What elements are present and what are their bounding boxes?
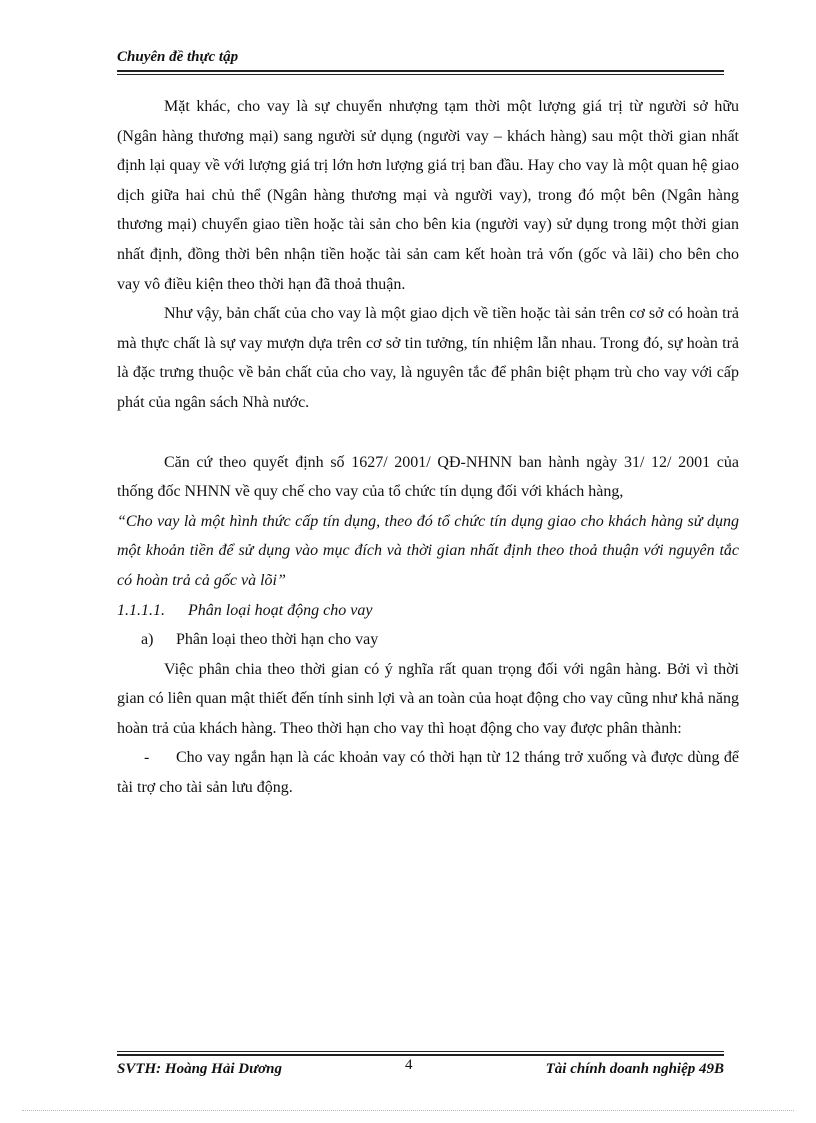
page-number: 4 (405, 1057, 413, 1073)
footer-rule-top (117, 1051, 724, 1052)
header-rule-bottom (117, 74, 724, 75)
paragraph-classification: Việc phân chia theo thời gian có ý nghĩa rất quan trọng đối với ngân hàng. Bởi vì thời gian có liên quan mật thiết đến tính sinh lợi và an toàn của hoạt động cho vay cũng như khả năng hoàn trả của khách hàng. Theo thời hạn cho vay thì hoạt động cho vay được phân thành: (117, 660, 739, 737)
bullet-short-term-loan (117, 743, 739, 802)
paragraph-definition: Mặt khác, cho vay là sự chuyển nhượng tạm thời một lượng giá trị từ người sở hữu (Ngân hàng thương mại) sang người sử dụng (người vay – khách hàng) sau một thời gian nhất định lại quay về với lượng giá trị lớn hơn lượng giá trị ban đầu. Hay cho vay là một quan hệ giao dịch giữa hai chủ thể (Ngân hàng thương mại và người vay), trong đó một bên (Ngân hàng thương mại) chuyển giao tiền hoặc tài sản cho bên kia (người vay) sử dụng trong một thời gian nhất định, đồng thời bên nhận tiền hoặc tài sản cam kết hoàn trả vốn (gốc và lãi) cho bên cho vay vô điều kiện theo thời hạn đã thoả thuận. (117, 98, 739, 293)
section-number: 1.1.1.1. (117, 601, 165, 619)
paragraph-nature: Như vậy, bản chất của cho vay là một giao dịch về tiền hoặc tài sản trên cơ sở có hoàn trả mà thực chất là sự vay mượn dựa trên cơ sở tin tưởng, tín nhiệm lẫn nhau. Trong đó, sự hoàn trả là đặc trưng thuộc về bản chất của cho vay, là nguyên tắc để phân biệt phạm trù cho vay với cấp phát của ngân sách Nhà nước. (117, 305, 739, 411)
body-content (117, 92, 739, 803)
list-marker: a) (141, 631, 154, 649)
list-item-text: Phân loại theo thời hạn cho vay (176, 631, 379, 649)
footer-department: Tài chính doanh nghiệp 49B (545, 1061, 724, 1077)
section-heading (117, 596, 739, 626)
definition-quote: “Cho vay là một hình thức cấp tín dụng, theo đó tổ chức tín dụng giao cho khách hàng sử dụng một khoản tiền để sử dụng vào mục đích và thời gian nhất định theo thoả thuận với nguyên tắc có hoàn trả cả gốc và lõi” (117, 512, 739, 589)
bullet-dash: - (144, 749, 150, 767)
footer-author: SVTH: Hoàng Hải Dương (117, 1061, 282, 1077)
list-item (117, 625, 739, 655)
footer-rule-bottom (117, 1054, 724, 1056)
header-rule-top (117, 70, 724, 72)
bullet-text: Cho vay ngắn hạn là các khoản vay có thời hạn từ 12 tháng trở xuống và được dùng để tài trợ cho tài sản lưu động. (117, 749, 739, 797)
section-title: Phân loại hoạt động cho vay (188, 601, 373, 619)
header-title: Chuyên đề thực tập (117, 49, 239, 65)
page-boundary (22, 1110, 794, 1111)
paragraph-regulation: Căn cứ theo quyết định số 1627/ 2001/ QĐ-NHNN ban hành ngày 31/ 12/ 2001 của thống đốc NHNN về quy chế cho vay của tổ chức tín dụng đối với khách hàng, (117, 453, 739, 501)
paragraph-gap (117, 418, 739, 448)
